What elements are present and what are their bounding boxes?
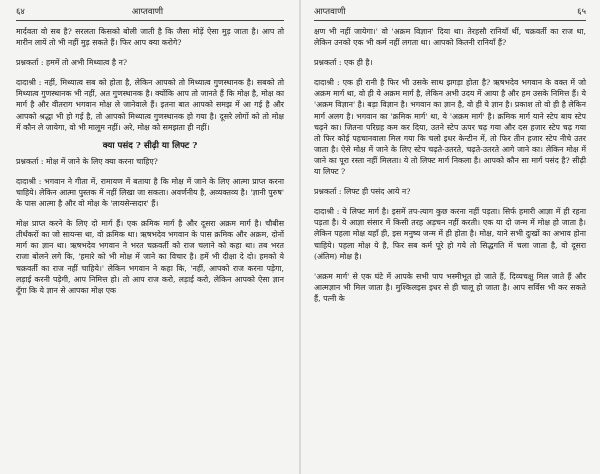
left-question: प्रश्नकर्ता : मोक्ष में जाने के लिए क्या करना चाहिए?	[16, 156, 158, 166]
left-question: प्रश्नकर्ता : हममें तो अभी मिथ्यात्व है न?	[16, 58, 128, 68]
right-answer: दादाश्री : ये लिफ्ट मार्ग है। इसमें तप-त्याग कुछ करना नहीं पड़ता। सिर्फ हमारी आज्ञा में ही रहना पड़ता है। ये आज्ञा संसार में किसी तरह अड़चन नहीं करती। एक या दो जन्म में मोक्ष हो जाता है। लेकिन पहला मोक्ष यहाँ ही, इस मनुष्य जन्म में ही होता है। मोक्ष, याने सभी दुःखों का अभाव होना चाहिये। पहला मोक्ष ये है, फिर सब कर्म पूरे हो गये तो सिद्धगति में चला जाता है, वो दूसरा (अंतिम) मोक्ष है।	[314, 207, 586, 261]
left-header-rule	[16, 20, 284, 21]
right-answer: दादाश्री : एक ही रानी है फिर भी उसके साथ झगड़ा होता है? ऋषभदेव भगवान के वक्त में जो अक्रम मार्ग था, वो ही ये अक्रम मार्ग है, लेकिन अभी उदय में आया है और हम उसके निमित्त हैं। ये 'अक्रम विज्ञान' है। बड़ा विज्ञान है। भगवान का ज्ञान है, वो ही ये ज्ञान है। प्रकाश तो वो ही है लेकिन मार्ग अलग है। भगवान का 'क्रमिक मार्ग' था, ये 'अक्रम मार्ग' है। क्रमिक मार्ग याने स्टेप बाय स्टेप चढ़ने का। जितना परिग्रह कम कर दिया, उतने स्टेप ऊपर चढ़ गया और दस हजार स्टेप चढ़ गया तो फिर कोई पहचानवाला मिल गया कि चलो इधर केन्टीन में, तो फिर तीन हजार स्टेप नीचे उतर जाता है। ऐसे मोक्ष में जाने के लिए स्टेप चढ़ते-उतरते, चढ़ते-उतरते आगे जाने का। लेकिन मोक्ष में जाने का पूरा रस्ता नहीं मिलता। ये तो लिफ्ट मार्ग निकला है। आपको कौन सा मार्ग पसंद है? सीढ़ी या लिफ्ट ?	[314, 78, 586, 177]
right-paragraph: 'अक्रम मार्ग' से एक घंटे में आपके सभी पाप भस्मीभूत हो जाते हैं, दिव्यचक्षु मिल जाते हैं और आत्मज्ञान भी मिल जाता है। मुश्किलइस इधर से ही चालू हो जाता है। आप सर्विस भी कर सकते हैं, पत्नी के	[314, 271, 586, 303]
right-page	[300, 0, 600, 474]
right-question: प्रश्नकर्ता : एक ही है।	[314, 58, 373, 68]
left-answer: दादाश्री : भगवान ने गीता में, रामायण में बताया है कि मोक्ष में जाने के लिए आत्मा प्राप्त करना चाहिये। लेकिन आत्मा पुस्तक में नहीं लिखा जा सकता। अवर्णनीय है, अव्यक्तव्य है। 'ज्ञानी पुरुष' के पास आत्मा है और वो मोक्ष के 'लायसेन्सदार' हैं।	[16, 176, 284, 209]
left-page-header	[16, 6, 284, 18]
right-header-rule	[314, 20, 586, 21]
left-answer: दादाश्री : नहीं, मिथ्यात्व सब को होता है, लेकिन आपको तो मिथ्यात्व गुणस्थानक है। सबको तो मिथ्यात्व गुणस्थानक भी नहीं, अत गुणस्थानक है। क्योंकि आप तो जानते हैं कि मोक्ष है, मोक्ष का मार्ग है और वीतराग भगवान मोक्ष ले जानेवाले हैं। इतना बात आपको समझ में आ गई है और आपको श्रद्धा भी हो गई है, तो आपको मिथ्यात्व गुणस्थानक हो गया है। दूसरे लोगों को तो मोक्ष में कौन ले जायेगा, वो भी मालूम नहीं। अरे, मोक्ष को समझता ही नहीं।	[16, 78, 284, 132]
right-paragraph: क्षण भी नहीं जायेगा।' वो 'अक्रम विज्ञान' दिया था। तेरहसौ रानियाँ थीं, चक्रवर्ती का राज था, लेकिन उनको एक भी कर्म नहीं लगता था। आपको कितनी रानियाँ हैं?	[314, 27, 586, 48]
right-page-header	[314, 6, 586, 18]
right-question: प्रश्नकर्ता : लिफ्ट ही पसंद आये न?	[314, 187, 411, 197]
right-running-title: आप्तवाणी	[314, 7, 346, 17]
right-page-number: ६५	[577, 7, 586, 17]
section-heading: क्या पसंद ? सीढ़ी या लिफ्ट ?	[102, 140, 198, 151]
left-paragraph: मार्दवता वो सब है? सरलता किसको बोली जाती है कि जैसा मोड़ें ऐसा मुड़ जाता है। आप तो मारीन लायें तो भी नहीं मुड़ सकते हैं। फिर आप क्या करोगे?	[16, 27, 284, 48]
left-paragraph: मोक्ष प्राप्त करने के लिए दो मार्ग हैं। एक क्रमिक मार्ग है और दूसरा अक्रम मार्ग है। चौबीस तीर्थंकरों का जो सायन्स था, वो क्रमिक था। ऋषभदेव भगवान के पास क्रमिक और अक्रम, दोनों मार्ग का ज्ञान था। ऋषभदेव भगवान ने भरत चक्रवर्ती को राज चलाने को कहा था। तब भरत राजा बोलने लगे कि, 'हमारे को भी मोक्ष में जाने का विचार है। हमें भी दीक्षा दे दो। हमको ये चक्रवर्ती का राज नहीं चाहिये।' लेकिन भगवान ने कहा कि, 'नहीं, आपको राज करना पड़ेगा, लड़ाई करनी पड़ेगी, आप निमित्त हो। तो आप राज करो, लड़ाई करो, लेकिन आपको ऐसा ज्ञान दूँगा कि ये ज्ञान से आपका मोक्ष एक	[16, 219, 284, 295]
left-page-number: ६४	[16, 7, 25, 17]
left-running-title: आप्तवाणी	[131, 7, 164, 17]
